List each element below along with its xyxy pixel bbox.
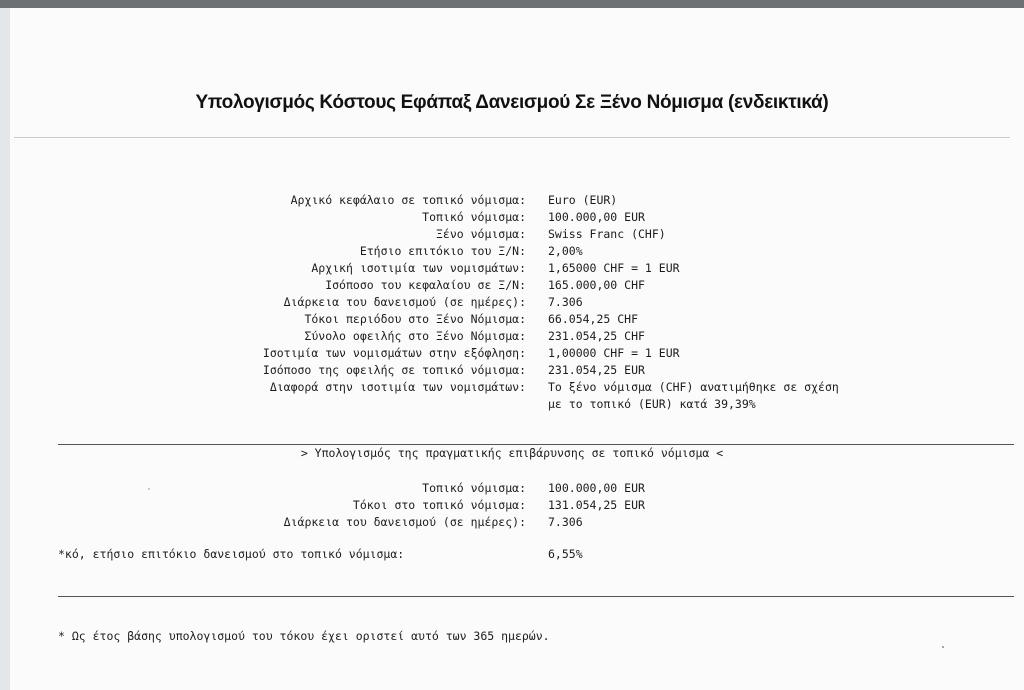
effective-rate-value: 6,55% [548,547,583,561]
row-value: 1,65000 CHF = 1 EUR [548,261,680,275]
row-value: 231.054,25 CHF [548,329,645,343]
row-value: 7.306 [548,515,583,529]
calc-row [0,311,1024,328]
row-label: Ξένο νόμισμα: [435,227,526,241]
document-title: Υπολογισμός Κόστους Εφάπαξ Δανεισμού Σε Ξένο Νόμισμα (ενδεικτικά) [195,92,829,113]
row-value: Swiss Franc (CHF) [548,227,666,241]
row-value: 7.306 [548,295,583,309]
row-value: 100.000,00 EUR [548,481,645,495]
calc-row [0,294,1024,311]
row-value: 231.054,25 EUR [548,363,645,377]
row-value: Το ξένο νόμισμα (CHF) ανατιμήθηκε σε σχέση [548,380,839,394]
row-label: Τοπικό νόμισμα: [422,481,526,495]
row-value: 165.000,00 CHF [548,278,645,292]
calc-row [0,362,1024,379]
scan-speck [942,646,944,648]
row-label: Ετήσιο επιτόκιο του Ξ/Ν: [359,244,526,258]
calc-row [0,226,1024,243]
effective-rate-row [0,546,1024,563]
row-value: Euro (EUR) [548,193,618,207]
row-label: Διάρκεια του δανεισμού (σε ημέρες): [283,295,526,309]
effective-rate-label: *κό, ετήσιο επιτόκιο δανεισμού στο τοπικό νόμισμα: [58,547,405,561]
row-value: 66.054,25 CHF [548,312,639,326]
row-value-continuation: με το τοπικό (EUR) κατά 39,39% [548,397,756,411]
title-divider [14,137,1010,138]
footer-divider [58,596,1014,597]
calc-row [0,345,1024,362]
calc-row [0,480,1024,497]
row-label: Ισοτιμία των νομισμάτων στην εξόφληση: [262,346,526,360]
row-value: 131.054,25 EUR [548,498,645,512]
row-label: Αρχική ισοτιμία των νομισμάτων: [311,261,526,275]
row-value: 1,00000 CHF = 1 EUR [548,346,680,360]
row-label: Τοπικό νόμισμα: [422,210,526,224]
row-label: Σύνολο οφειλής στο Ξένο Νόμισμα: [304,329,526,343]
section-heading: > Υπολογισμός της πραγματικής επιβάρυνσης σε τοπικό νόμισμα < [300,446,724,460]
calc-row [0,514,1024,531]
row-label: Τόκοι στο τοπικό νόμισμα: [352,498,526,512]
calc-row [0,243,1024,260]
calc-row [0,260,1024,277]
footnote: * Ως έτος βάσης υπολογισμού του τόκου έχει οριστεί αυτό των 365 ημερών. [58,629,550,643]
row-value: 2,00% [548,244,583,258]
row-label: Διαφορά στην ισοτιμία των νομισμάτων: [269,380,526,394]
calc-row [0,328,1024,345]
row-label: Ισόποσο της οφειλής σε τοπικό νόμισμα: [262,363,526,377]
calc-row [0,497,1024,514]
scan-speck [148,488,150,490]
row-value: 100.000,00 EUR [548,210,645,224]
top-border [0,0,1024,8]
calc-row [0,192,1024,209]
calc-row-continuation [0,396,1024,413]
row-label: Διάρκεια του δανεισμού (σε ημέρες): [283,515,526,529]
calc-row [0,209,1024,226]
row-label: Ισόποσο του κεφαλαίου σε Ξ/Ν: [325,278,526,292]
row-label: Αρχικό κεφάλαιο σε τοπικό νόμισμα: [290,193,526,207]
calc-row [0,379,1024,396]
row-label: Τόκοι περιόδου στο Ξένο Νόμισμα: [304,312,526,326]
calc-row [0,277,1024,294]
